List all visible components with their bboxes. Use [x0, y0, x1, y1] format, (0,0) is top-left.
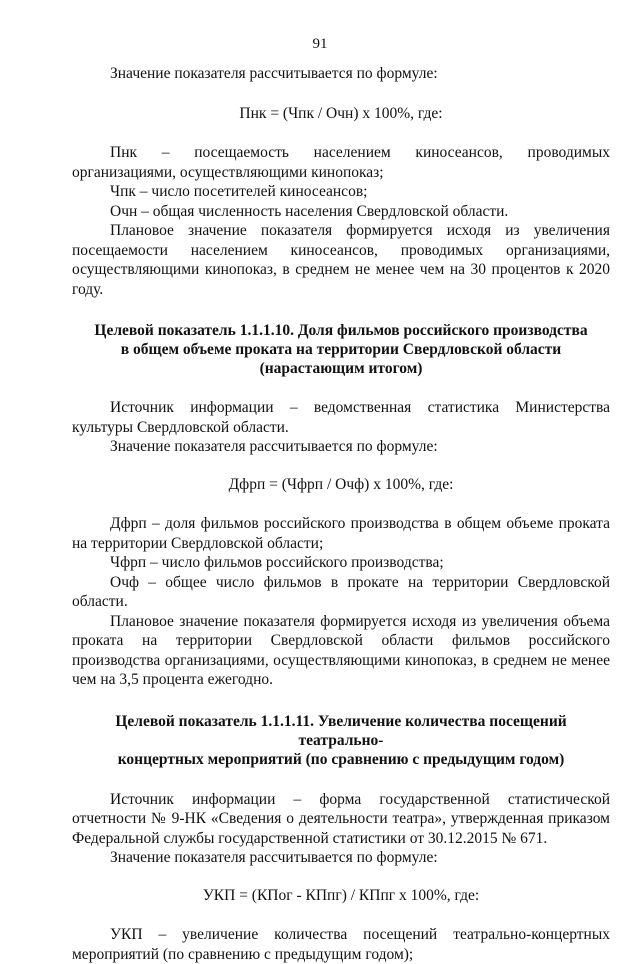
definition-pnk: Пнк – посещаемость населением киносеансов, проводимых организациями, осуществляющими кинопоказ;	[72, 144, 610, 181]
paragraph-formula-intro-2: Значение показателя рассчитывается по формуле:	[110, 438, 438, 455]
heading-line: в общем объеме проката на территории Свердловской области	[120, 341, 562, 358]
definition-ochf: Очф – общее число фильмов в прокате на территории Свердловской области.	[72, 573, 610, 610]
paragraph-source-2: Источник информации – форма государственной статистической отчетности № 9-НК «Сведения о деятельности театра», утвержденная приказом Федеральной службы государственной статистики от 30.12.2015 № 671.	[72, 790, 610, 847]
paragraph-formula-intro-1: Значение показателя рассчитывается по формуле:	[110, 65, 438, 82]
page-number: 91	[312, 36, 328, 52]
heading-indicator-1-1-1-10	[72, 321, 610, 378]
heading-line: концертных мероприятий (по сравнению с предыдущим годом)	[117, 750, 565, 768]
formula-ukp: УКП = (КПог - КПпг) / КПпг x 100%, где:	[202, 886, 480, 904]
definition-dfrp: Дфрп – доля фильмов российского производства в общем объеме проката на территории Свердловской области;	[72, 515, 610, 552]
definition-ochn: Очн – общая численность населения Свердловской области.	[110, 202, 509, 220]
definition-chpk: Чпк – число посетителей киносеансов;	[110, 183, 368, 200]
document-body	[72, 62, 610, 964]
heading-indicator-1-1-1-11	[72, 712, 610, 769]
paragraph-source-1: Источник информации – ведомственная статистика Министерства культуры Свердловской области.	[72, 399, 610, 436]
paragraph-formula-intro-3: Значение показателя рассчитывается по формуле:	[110, 849, 438, 866]
formula-pnk: Пнк = (Чпк / Очн) x 100%, где:	[239, 104, 443, 122]
paragraph-planned-value-2: Плановое значение показателя формируется исходя из увеличения объема проката на территории Свердловской области фильмов российского производства организациями, осуществляющими кинопоказ, в среднем не менее чем на 3,5 процента ежегодно.	[72, 612, 610, 688]
heading-line: Целевой показатель 1.1.1.11. Увеличение количества посещений театрально-	[115, 712, 567, 749]
heading-line: (нарастающим итогом)	[259, 360, 423, 377]
paragraph-planned-value-1: Плановое значение показателя формируется исходя из увеличения посещаемости населением киносеансов, проводимых организациями, осуществляющими кинопоказ, в среднем не менее чем на 30 процентов к 2020 году.	[72, 222, 610, 298]
definition-ukp: УКП – увеличение количества посещений театрально-концертных мероприятий (по сравнению с предыдущим годом);	[72, 926, 610, 963]
heading-line: Целевой показатель 1.1.1.10. Доля фильмов российского производства	[94, 322, 588, 339]
formula-dfrp: Дфрп = (Чфрп / Очф) x 100%, где:	[228, 475, 454, 493]
definition-chfrp: Чфрп – число фильмов российского производства;	[110, 554, 444, 571]
